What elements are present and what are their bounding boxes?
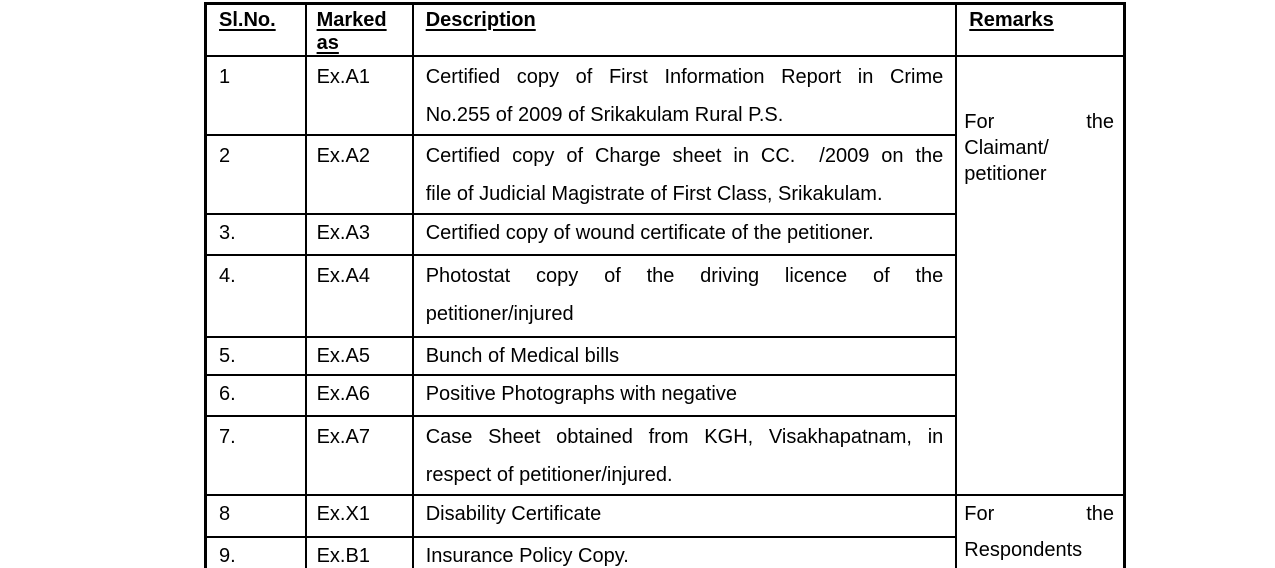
cell-sl-no: 7. <box>206 416 306 495</box>
cell-marked-as: Ex.X1 <box>306 495 413 537</box>
table-row <box>206 56 1125 135</box>
cell-description <box>413 416 957 495</box>
cell-marked-as: Ex.A2 <box>306 135 413 214</box>
cell-marked-as: Ex.A6 <box>306 375 413 416</box>
table-row <box>206 495 1125 537</box>
text-line: For the <box>964 503 1114 525</box>
cell-description <box>413 495 957 537</box>
text-line: Insurance Policy Copy. <box>425 545 629 567</box>
cell-description <box>413 375 957 416</box>
cell-marked-as: Ex.A5 <box>306 337 413 375</box>
text-line: petitioner/injured <box>425 303 574 325</box>
text-line: Photostat copy of the driving licence of the <box>425 265 944 287</box>
text-line: respect of petitioner/injured. <box>425 464 673 486</box>
text-line: Case Sheet obtained from KGH, Visakhapatnam, in <box>425 426 944 448</box>
text-line: Certified copy of wound certificate of the petitioner. <box>425 222 874 244</box>
header-cell-remarks <box>956 4 1124 57</box>
header-cell-marked-as <box>306 4 413 57</box>
cell-description <box>413 337 957 375</box>
cell-description <box>413 255 957 337</box>
cell-description <box>413 135 957 214</box>
header-label-remarks: Remarks <box>969 9 1054 31</box>
text-line: petitioner <box>964 163 1047 185</box>
text-line: Disability Certificate <box>425 503 602 525</box>
cell-sl-no: 2 <box>206 135 306 214</box>
header-label-marked-as: Marked as <box>316 9 387 54</box>
header-label-sl-no: Sl.No. <box>219 9 276 31</box>
text-line: For the <box>964 111 1114 133</box>
cell-marked-as: Ex.B1 <box>306 537 413 568</box>
cell-description <box>413 56 957 135</box>
text-line: file of Judicial Magistrate of First Class, Srikakulam. <box>425 183 883 205</box>
header-row <box>206 4 1125 57</box>
text-line: No.255 of 2009 of Srikakulam Rural P.S. <box>425 104 784 126</box>
cell-marked-as: Ex.A7 <box>306 416 413 495</box>
cell-marked-as: Ex.A3 <box>306 214 413 255</box>
text-line: Certified copy of Charge sheet in CC. /2009 on the <box>425 145 944 167</box>
header-cell-sl-no <box>206 4 306 57</box>
exhibits-table <box>204 2 1126 568</box>
cell-sl-no: 8 <box>206 495 306 537</box>
cell-remarks-respondents <box>956 495 1124 568</box>
header-cell-description <box>413 4 957 57</box>
cell-sl-no: 3. <box>206 214 306 255</box>
cell-sl-no: 5. <box>206 337 306 375</box>
cell-remarks-claimant <box>956 56 1124 495</box>
cell-sl-no: 6. <box>206 375 306 416</box>
cell-marked-as: Ex.A4 <box>306 255 413 337</box>
header-label-description: Description <box>425 9 536 31</box>
cell-marked-as: Ex.A1 <box>306 56 413 135</box>
text-line: Certified copy of First Information Report in Crime <box>425 66 944 88</box>
text-line: Claimant/ <box>964 137 1049 159</box>
cell-description <box>413 214 957 255</box>
text-line: Respondents <box>964 539 1083 561</box>
text-line: Bunch of Medical bills <box>425 345 620 367</box>
cell-description <box>413 537 957 568</box>
cell-sl-no: 1 <box>206 56 306 135</box>
cell-sl-no: 9. <box>206 537 306 568</box>
cell-sl-no: 4. <box>206 255 306 337</box>
text-line: Positive Photographs with negative <box>425 383 738 405</box>
